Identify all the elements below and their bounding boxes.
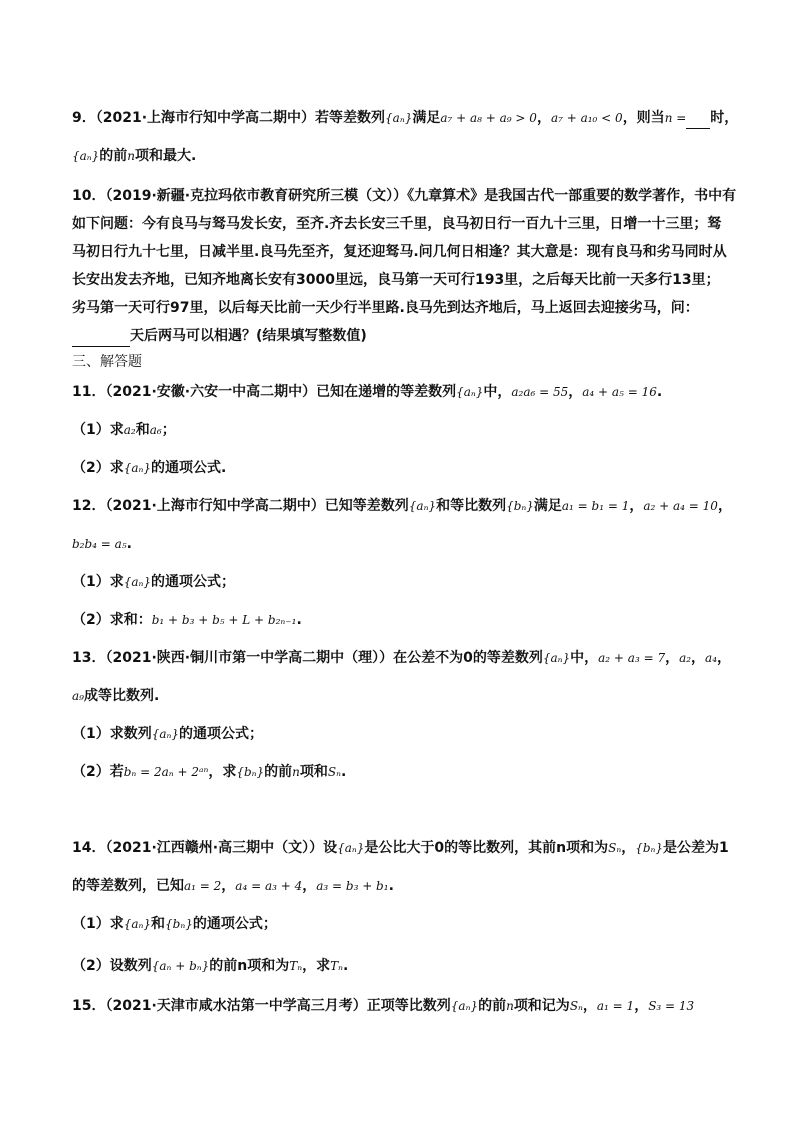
question-text: 的等差数列，已知 bbox=[72, 878, 184, 894]
part-label: （1）求 bbox=[72, 574, 124, 590]
part-label: （1）求 bbox=[72, 916, 124, 932]
math-expr: n bbox=[292, 765, 300, 779]
question-text: 和 bbox=[135, 422, 150, 438]
question-text: ，则当 bbox=[622, 110, 665, 126]
math-expr: a₄ = a₃ + 4 bbox=[235, 879, 303, 893]
punctuation: ， bbox=[665, 650, 680, 666]
question-text: 的通项公式； bbox=[192, 916, 277, 932]
question-source: （2021·安徽·六安一中高二期中） bbox=[105, 384, 317, 400]
math-expr: S₃ = 13 bbox=[648, 999, 695, 1013]
math-expr: {aₙ + bₙ} bbox=[151, 959, 210, 973]
math-expr: a₄ + a₅ = 16 bbox=[582, 385, 657, 399]
question-text: 的前 bbox=[478, 998, 507, 1014]
question-source: （2021·江西赣州·高三期中（文）） bbox=[105, 840, 324, 856]
question-text: 成等比数列. bbox=[83, 688, 160, 704]
math-expr: n bbox=[506, 999, 514, 1013]
question-text: 的通项公式. bbox=[151, 460, 227, 476]
math-expr: {aₙ} bbox=[385, 111, 413, 125]
q14-part-2 bbox=[72, 956, 734, 976]
math-expr: a₁ = 2 bbox=[184, 879, 222, 893]
math-expr: a₃ = b₃ + b₁ bbox=[316, 879, 389, 893]
punctuation: ， bbox=[691, 650, 706, 666]
math-expr: Tₙ bbox=[330, 959, 343, 973]
punctuation: . bbox=[342, 958, 349, 974]
math-expr: {aₙ} bbox=[151, 727, 180, 741]
q12-part-1 bbox=[72, 572, 734, 592]
q14-line-1 bbox=[72, 838, 734, 858]
math-expr: a₇ + a₁₀ < 0 bbox=[550, 111, 623, 125]
math-expr: b₂b₄ = a₅ bbox=[72, 537, 127, 551]
q10-line-2: 如下问题：今有良马与驽马发长安，至齐.齐去长安三千里，良马初日行一百九十三里，日增一十三里；驽 bbox=[72, 216, 722, 232]
question-source: （2021·上海市行知中学高二期中） bbox=[105, 498, 325, 514]
question-text: 和 bbox=[151, 916, 166, 932]
punctuation: ， bbox=[621, 840, 636, 856]
math-expr: {bₙ} bbox=[236, 765, 265, 779]
question-text: 项和记为 bbox=[513, 998, 570, 1014]
math-expr: a₂ + a₃ = 7 bbox=[598, 651, 666, 665]
answer-blank[interactable] bbox=[686, 108, 710, 129]
part-label: （2）若 bbox=[72, 764, 124, 780]
math-expr: {aₙ} bbox=[72, 149, 100, 163]
question-number: 12． bbox=[72, 498, 106, 514]
punctuation: ； bbox=[161, 422, 176, 438]
question-source: （2021·上海市行知中学高二期中） bbox=[95, 110, 316, 126]
punctuation: . bbox=[656, 384, 663, 400]
math-expr: {aₙ} bbox=[123, 575, 152, 589]
math-expr: {aₙ} bbox=[123, 461, 152, 475]
section-header: 三、解答题 bbox=[72, 354, 142, 370]
part-label: （2）设数列 bbox=[72, 958, 152, 974]
question-text: 的前 bbox=[99, 148, 128, 164]
question-text: ，求 bbox=[302, 958, 331, 974]
question-text: 天后两马可以相遇？(结果填写整数值) bbox=[130, 328, 367, 344]
math-expr: {bₙ} bbox=[165, 917, 193, 931]
question-text: 正项等比数列 bbox=[366, 998, 451, 1014]
question-source: （2021·陕西·铜川市第一中学高二期中（理）） bbox=[105, 650, 394, 666]
punctuation: . bbox=[340, 764, 347, 780]
punctuation: ， bbox=[568, 384, 583, 400]
q13-part-2 bbox=[72, 762, 734, 782]
question-text: 项和 bbox=[299, 764, 328, 780]
question-text: 已知在递增的等差数列 bbox=[316, 384, 457, 400]
question-number: 14． bbox=[72, 840, 106, 856]
math-expr: Sₙ bbox=[608, 841, 622, 855]
question-number: 15． bbox=[72, 998, 106, 1014]
question-text: 的前n项和为 bbox=[209, 958, 290, 974]
question-text: 满足 bbox=[412, 110, 441, 126]
question-text: 设 bbox=[323, 840, 338, 856]
question-number: 9． bbox=[72, 110, 96, 126]
math-expr: a₂ bbox=[123, 423, 136, 437]
question-text: 是公比大于0的等比数列，其前n项和为 bbox=[364, 840, 609, 856]
math-expr: Sₙ bbox=[569, 999, 583, 1013]
part-label: （2）求 bbox=[72, 460, 124, 476]
part-label: （1）求数列 bbox=[72, 726, 152, 742]
math-expr: {aₙ} bbox=[408, 499, 437, 513]
question-text: 满足 bbox=[533, 498, 562, 514]
math-expr: a₁ = 1 bbox=[596, 999, 635, 1013]
question-text: 项和最大. bbox=[135, 148, 197, 164]
q13-part-1 bbox=[72, 724, 734, 744]
math-expr: a₂ bbox=[679, 651, 692, 665]
q12-part-2 bbox=[72, 610, 734, 630]
question-text: 是公差为1 bbox=[663, 840, 729, 856]
math-expr: a₂ + a₄ = 10 bbox=[643, 499, 718, 513]
question-source: （2021·天津市咸水沽第一中学高三月考） bbox=[105, 998, 367, 1014]
punctuation: ， bbox=[629, 498, 644, 514]
punctuation: . bbox=[296, 612, 302, 628]
math-expr: {aₙ} bbox=[123, 917, 152, 931]
q10-line-4: 长安出发去齐地，已知齐地离长安有3000里远，良马第一天可行193里，之后每天比前一天多行13里； bbox=[72, 272, 720, 288]
math-expr: a₇ + a₈ + a₉ > 0 bbox=[440, 111, 537, 125]
q11-line-1 bbox=[72, 382, 734, 402]
math-expr: {bₙ} bbox=[506, 499, 534, 513]
punctuation: . bbox=[388, 878, 394, 894]
math-expr: {aₙ} bbox=[542, 651, 571, 665]
math-expr: a₉ bbox=[72, 689, 84, 703]
question-number: 13． bbox=[72, 650, 106, 666]
answer-blank[interactable] bbox=[72, 326, 130, 347]
punctuation: . bbox=[126, 536, 132, 552]
q10-line-1: 10．（2019·新疆·克拉玛依市教育研究所三模（文））《九章算术》是我国古代一部重要的数学著作，书中有 bbox=[72, 188, 737, 204]
q10-line-5: 劣马第一天可行97里，以后每天比前一天少行半里路.良马先到达齐地后，马上返回去迎接劣马，问： bbox=[72, 300, 699, 316]
math-expr: a₄ bbox=[705, 651, 718, 665]
q15-line-1 bbox=[72, 996, 734, 1016]
question-text: 和等比数列 bbox=[436, 498, 507, 514]
q12-line-1 bbox=[72, 496, 734, 516]
math-expr: a₆ bbox=[149, 423, 162, 437]
q13-line-1 bbox=[72, 648, 734, 668]
q14-line-2 bbox=[72, 876, 734, 896]
math-expr: a₁ = b₁ = 1 bbox=[561, 499, 630, 513]
question-text: 的通项公式； bbox=[179, 726, 264, 742]
q13-line-2 bbox=[72, 686, 734, 706]
punctuation: ， bbox=[221, 878, 236, 894]
math-expr: {aₙ} bbox=[450, 999, 479, 1013]
math-expr: n = bbox=[664, 111, 687, 125]
math-expr: b₁ + b₃ + b₅ + L + b₂ₙ₋₁ bbox=[151, 613, 297, 627]
punctuation: ， bbox=[634, 998, 649, 1014]
q10-line-3: 马初日行九十七里，日减半里.良马先至齐，复还迎驽马.问几何日相逢？其大意是：现有良马和劣马同时从 bbox=[72, 244, 727, 260]
punctuation: ， bbox=[717, 498, 732, 514]
q11-part-1 bbox=[72, 420, 734, 440]
math-expr: n bbox=[127, 149, 136, 163]
q11-part-2 bbox=[72, 458, 734, 478]
q10-line-6 bbox=[72, 326, 734, 347]
question-number: 11． bbox=[72, 384, 106, 400]
math-expr: {bₙ} bbox=[635, 841, 664, 855]
question-text: 的通项公式； bbox=[151, 574, 236, 590]
math-expr: {aₙ} bbox=[456, 385, 484, 399]
math-expr: bₙ = 2aₙ + 2ᵃⁿ bbox=[123, 765, 209, 779]
punctuation: ， bbox=[717, 650, 732, 666]
question-text: 中， bbox=[570, 650, 599, 666]
q9-line-2 bbox=[72, 146, 734, 166]
question-text: ，求 bbox=[208, 764, 237, 780]
q12-line-2 bbox=[72, 534, 734, 554]
question-text: 时， bbox=[710, 110, 739, 126]
question-text: 中， bbox=[483, 384, 512, 400]
math-expr: {aₙ} bbox=[337, 841, 365, 855]
punctuation: ， bbox=[582, 998, 597, 1014]
math-expr: a₂a₆ = 55 bbox=[511, 385, 569, 399]
q9-line-1 bbox=[72, 108, 739, 129]
q14-part-1 bbox=[72, 914, 734, 934]
punctuation: ， bbox=[302, 878, 317, 894]
question-text: 在公差不为0的等差数列 bbox=[393, 650, 543, 666]
punctuation: ， bbox=[536, 110, 551, 126]
math-expr: Tₙ bbox=[289, 959, 303, 973]
question-text: 的前 bbox=[264, 764, 293, 780]
question-text: 已知等差数列 bbox=[324, 498, 409, 514]
question-text: 若等差数列 bbox=[315, 110, 386, 126]
math-expr: Sₙ bbox=[327, 765, 341, 779]
part-label: （1）求 bbox=[72, 422, 124, 438]
part-label: （2）求和： bbox=[72, 612, 152, 628]
